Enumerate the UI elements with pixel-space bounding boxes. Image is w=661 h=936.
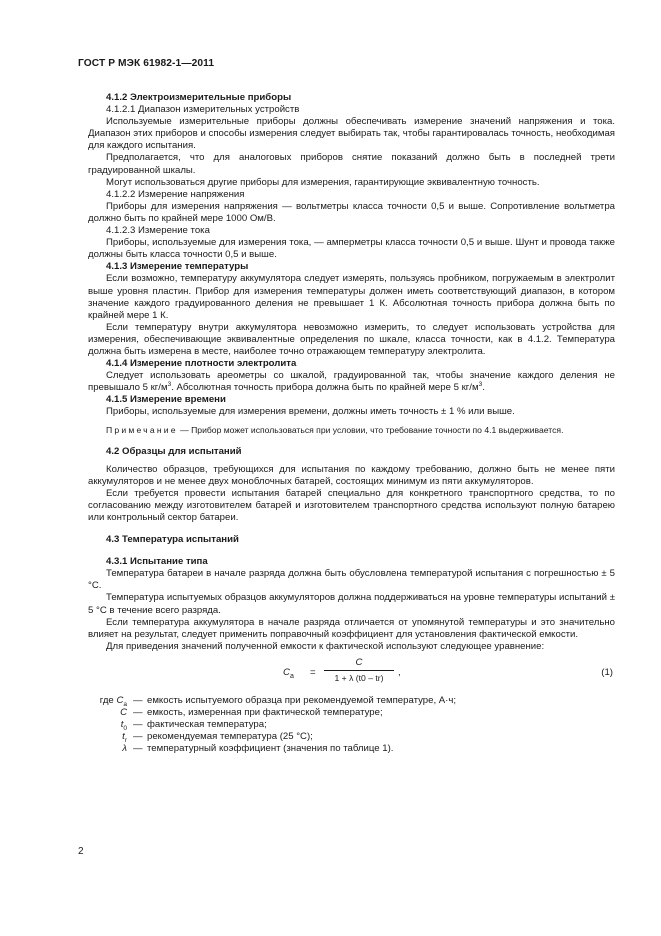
legend-item: $t_r$ — рекомендуемая температура (25 °С); [122,731,313,745]
equation-fraction [324,657,394,684]
legend-item: $t_0$ — фактическая температура; [120,719,267,733]
equation-legend [88,695,615,755]
legend-item: λ — температурный коэффициент (значения по таблице 1). [122,743,394,755]
document-header: ГОСТ Р МЭК 61982-1—2011 [78,58,215,69]
equation-numerator: C [324,657,394,671]
equation-1 [88,657,615,693]
equation-denominator: 1 + λ (t0 – tr) [334,673,384,684]
section-heading-4-1-5: 4.1.5 Измерение времени [106,394,226,406]
subsection-4-1-2-1: 4.1.2.1 Диапазон измерительных устройств [106,104,300,116]
paragraph: Если возможно, температуру аккумулятора следует измерять, пользуясь пробником, погружаемым в электролит выше уровня пластин. Прибор для измерения температуры должен иметь соответствующий диапазон, в котором значение каждого градуированного деления не превышает 1 К. Абсолютная точность прибора должна быть по крайней мере 1 К. [88,273,615,321]
paragraph: Если требуется провести испытания батарей специально для конкретного транспортного средства, то по согласованию между изготовителем батарей и изготовителем транспортного средства используют полную батарею или контрольный сектор батареи. [88,487,615,523]
paragraph: Количество образцов, требующихся для испытания по каждому требованию, должно быть не менее пяти аккумуляторов и не менее двух моноблочных батарей, состоящих минимум из пяти аккумуляторов. [88,463,615,487]
section-heading-4-1-3: 4.1.3 Измерение температуры [106,261,249,273]
paragraph: Для приведения значений полученной емкости к фактической используют следующее уравнение: [106,640,545,652]
note-text: — Прибор может использоваться при условии, что требование точности по 4.1 выдерживается. [177,424,564,435]
section-heading-4-2: 4.2 Образцы для испытаний [106,445,242,457]
paragraph: Используемые измерительные приборы должны обеспечивать измерение значений напряжения и тока. Диапазон этих приборов и способы измерения следует выбирать так, чтобы гарантировалась точность, необходимая для каждого испытания. [88,116,615,152]
subsection-4-1-2-2: 4.1.2.2 Измерение напряжения [106,188,245,200]
equation-equals: = [310,666,316,678]
legend-item: C — емкость, измеренная при фактической температуре; [120,707,383,719]
equation-number: (1) [601,666,613,678]
section-heading-4-3-1: 4.3.1 Испытание типа [106,556,208,568]
paragraph: Могут использоваться другие приборы для измерения, гарантирующие эквивалентную точность. [106,176,540,188]
page-number: 2 [78,846,84,857]
legend-item: где $C_a$ — емкость испытуемого образца при рекомендуемой температуре, А·ч; [99,694,457,708]
section-heading-4-1-2: 4.1.2 Электроизмерительные приборы [106,92,292,103]
subsection-4-1-2-3: 4.1.2.3 Измерение тока [106,225,210,237]
note [88,425,615,436]
paragraph-density: Следует использовать ареометры со шкалой, градуированной так, чтобы значение каждого деления не превышало 5 $кг/м^3$. Абсолютная точность прибора должна быть по крайней мере 5 $кг/м^3$. [88,370,615,394]
paragraph: Приборы, используемые для измерения времени, должны иметь точность ± 1 % или выше. [106,406,515,418]
paragraph: Температура батареи в начале разряда должна быть обусловлена температурой испытания с погрешностью ± 5 °С. [88,568,615,592]
paragraph: Приборы, используемые для измерения тока, — амперметры класса точности 0,5 и выше. Шунт и провода также должны быть класса точности 0,5 и выше. [88,237,615,261]
paragraph: Температура испытуемых образцов аккумуляторов должна поддерживаться на уровне температуры испытаний ± 5 °С в течение всего разряда. [88,592,615,616]
paragraph: Если температура аккумулятора в начале разряда отличается от упомянутой температуры и это значительно влияет на результат, следует применить поправочный коэффициент для установления фактической емкости. [88,616,615,640]
legend-intro: где [99,694,114,706]
note-label: Примечание [106,424,178,435]
equation-comma: , [398,666,401,678]
paragraph: Предполагается, что для аналоговых приборов снятие показаний должно быть в последней трети градуированной шкалы. [88,152,615,176]
page-content [88,92,615,755]
section-heading-4-1-4: 4.1.4 Измерение плотности электролита [106,358,297,370]
paragraph: Если температуру внутри аккумулятора невозможно измерить, то следует использовать устройства для измерения, обеспечивающие эквивалентные определения по шкале, класса точности, как в 4.1.2. Температура должна быть измерена в месте, наиболее точно отражающем температуру электролита. [88,321,615,357]
paragraph: Приборы для измерения напряжения — вольтметры класса точности 0,5 и выше. Сопротивление вольтметра должно быть по крайней мере 1000 Ом/В. [88,200,615,224]
section-heading-4-3: 4.3 Температура испытаний [106,534,239,546]
equation-lhs: $C_a$ [283,666,294,680]
